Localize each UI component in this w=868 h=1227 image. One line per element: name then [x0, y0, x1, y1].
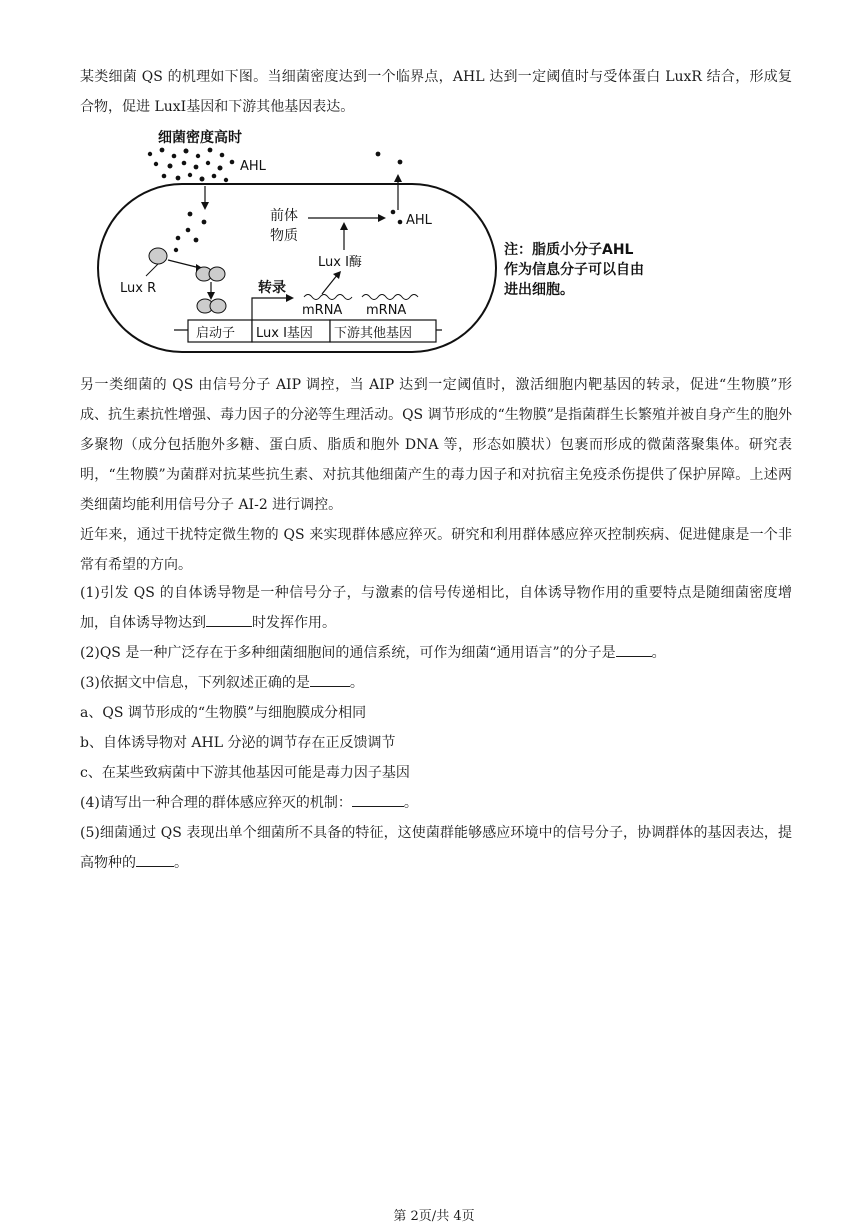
precursor-label-1: 前体 [270, 208, 298, 224]
question-2: (2)QS 是一种广泛存在于多种细菌细胞间的通信系统，可作为细菌“通用语言”的分子是 。 [80, 638, 792, 668]
intro-paragraph: 某类细菌 QS 的机理如下图。当细菌密度达到一个临界点，AHL 达到一定阈值时与受体蛋白 LuxR 结合，形成复合物，促进 LuxI基因和下游其他基因表达。 [80, 69, 792, 115]
ahl-outside-label: AHL [240, 159, 266, 174]
note-line-2: 作为信息分子可以自由 [504, 262, 644, 278]
note-line-3: 进出细胞。 [504, 282, 574, 298]
question-3: (3)依据文中信息，下列叙述正确的是 。 [80, 668, 792, 698]
option-c: c、在某些致病菌中下游其他基因可能是毒力因子基因 [80, 765, 410, 781]
ahl-inside-label: AHL [406, 213, 432, 228]
question-5: (5)细菌通过 QS 表现出单个细菌所不具备的特征，这使菌群能够感应环境中的信号分子，协调群体的基因表达，提高物种的 。 [80, 825, 792, 871]
option-a: a、QS 调节形成的“生物膜”与细胞膜成分相同 [80, 705, 367, 721]
answer-blank-4[interactable] [352, 792, 404, 807]
question-4: (4)请写出一种合理的群体感应猝灭的机制： 。 [80, 788, 792, 818]
option-b: b、自体诱导物对 AHL 分泌的调节存在正反馈调节 [80, 735, 396, 751]
precursor-label-2: 物质 [270, 228, 298, 244]
luxr-receptor [149, 248, 167, 264]
answer-blank-2[interactable] [616, 642, 652, 657]
downstream-gene-label: 下游其他基因 [334, 326, 413, 341]
question-1: (1)引发 QS 的自体诱导物是一种信号分子，与激素的信号传递相比，自体诱导物作用的重要特点是随细菌密度增加，自体诱导物达到 时发挥作用。 [80, 585, 792, 631]
transcription-label: 转录 [258, 280, 286, 296]
page-footer: 第 2页/共 4页 [393, 1209, 475, 1224]
answer-blank-3[interactable] [310, 672, 350, 687]
promoter-label: 启动子 [196, 326, 236, 341]
mrna-label-2: mRNA [366, 303, 407, 318]
luxr-label: Lux R [120, 281, 157, 296]
qs-mechanism-diagram [90, 126, 690, 360]
paragraph-3: 近年来，通过干扰特定微生物的 QS 来实现群体感应猝灭。研究和利用群体感应猝灭控制疾病、促进健康是一个非常有希望的方向。 [80, 527, 792, 573]
ahl-dots-outside [148, 148, 403, 183]
note-line-1: 注：脂质小分子AHL [504, 242, 634, 258]
luxi-gene-label: Lux I基因 [256, 326, 313, 341]
density-label: 细菌密度高时 [158, 130, 242, 146]
answer-blank-1[interactable] [206, 612, 252, 627]
answer-blank-5[interactable] [136, 852, 174, 867]
luxi-enzyme-label: Lux I酶 [318, 255, 362, 270]
mrna-wave-1 [304, 295, 352, 300]
mrna-label-1: mRNA [302, 303, 343, 318]
paragraph-2: 另一类细菌的 QS 由信号分子 AIP 调控，当 AIP 达到一定阈值时，激活细胞内靶基因的转录，促进“生物膜”形成、抗生素抗性增强、毒力因子的分泌等生理活动。QS 调节形成的“生物膜”是指菌群生长繁殖并被自身产生的胞外多聚物（成分包括胞外多糖、蛋白质、脂质和胞外 DNA 等，形态如膜状）包裹而形成的微菌落聚集体。研究表明，“生物膜”为菌群对抗某些抗生素、对抗其他细菌产生的毒力因子和对抗宿主免疫杀伤提供了保护屏障。上述两类细菌均能利用信号分子 AI-2 进行调控。 [80, 377, 792, 513]
mrna-wave-2 [362, 295, 418, 300]
